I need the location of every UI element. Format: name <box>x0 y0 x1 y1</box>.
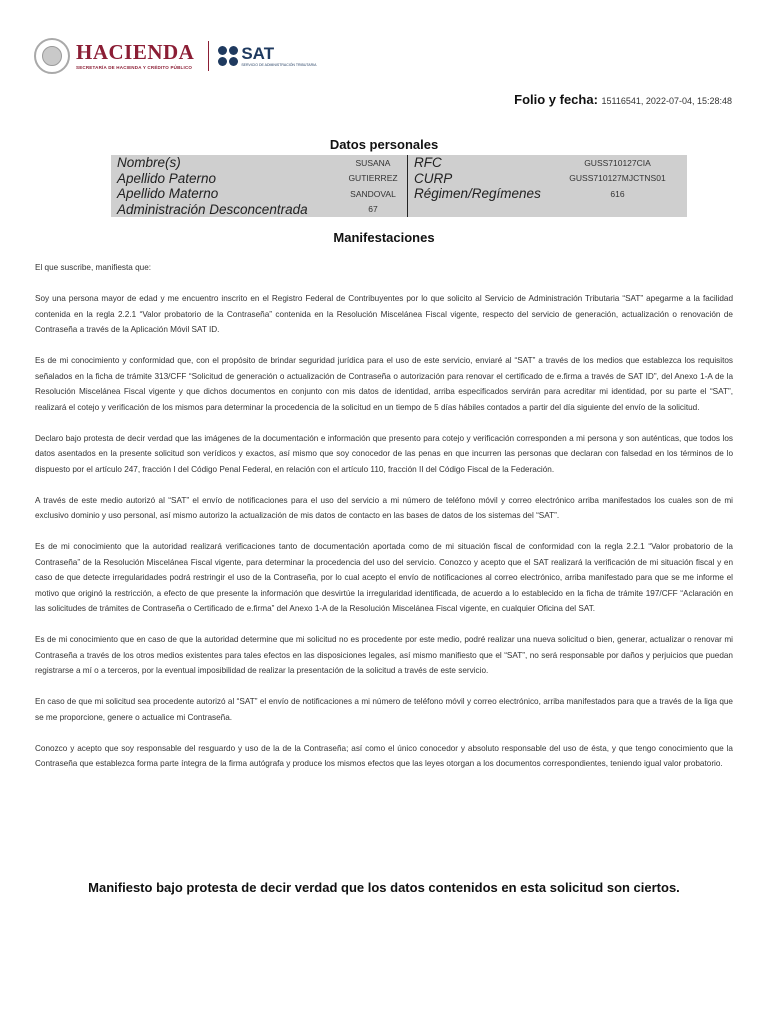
header-logos <box>34 36 316 76</box>
field-label: RFC <box>408 155 549 171</box>
field-value: 67 <box>368 204 378 215</box>
field-value: GUSS710127CIA <box>584 157 651 168</box>
field-label: Apellido Materno <box>117 186 219 202</box>
field-value: SUSANA <box>355 157 391 168</box>
logo-divider <box>208 41 209 71</box>
coat-of-arms-icon <box>34 38 70 74</box>
paragraph: En caso de que mi solicitud sea procedente autorizó al “SAT” el envío de notificaciones a mi número de teléfono móvil y correo electrónico, arriba manifestados para que a través de la liga que se me proporcione, genere o actualice mi Contraseña. <box>35 697 733 722</box>
paragraph: Es de mi conocimiento que en caso de que la autoridad determine que mi solicitud no es procedente por este medio, podré realizar una nueva solicitud o bien, generar, actualizar o renovar mi Contraseña a través de los otros medios existentes para tales efectos en las disposiciones legales, así mismo manifiesto que el “SAT”, no será responsable por daños y perjuicios que puedan registrarse a mí o a terceros, por la eventual imposibilidad de realizar la presentación de la solicitud a través de este servicio. <box>35 635 733 675</box>
table-row <box>111 202 687 218</box>
paragraph: Conozco y acepto que soy responsable del resguardo y uso de la de la Contraseña; así como el único conocedor y absoluto responsable del uso de ésta, y que tengo conocimiento que la Contraseña que establezca forma parte íntegra de la firma autógrafa y produce los mismos efectos que las leyes otorgan a los documentos correspondientes, teniendo igual valor probatorio. <box>35 743 733 768</box>
hacienda-logo <box>76 39 195 71</box>
table-row <box>111 171 687 187</box>
paragraph: Es de mi conocimiento y conformidad que, con el propósito de brindar seguridad jurídica para el uso de este servicio, enviaré al “SAT” a través de los medios que establezca los requisitos señalados en la ficha de trámite 313/CFF “Solicitud de generación o actualización de Contraseña o autorización para renovar el certificado de e.firma a través de SAT ID”, del Anexo 1-A de la Resolución Miscelánea Fiscal vigente y que dichos documentos en conjunto con mis datos de identidad, arriba especificados servirán para acreditar mi identidad, por su parte el “SAT”, realizará el cotejo y verificación de los mismos para determinar la procedencia de la solicitud en un tiempo de 5 días hábiles contados a partir del día siguiente del envío de la solicitud. <box>35 356 733 412</box>
sat-logo <box>241 45 316 68</box>
field-value: SANDOVAL <box>350 188 396 199</box>
manifestaciones-title: Manifestaciones <box>333 230 435 245</box>
sat-logo-subtitle: SERVICIO DE ADMINISTRACIÓN TRIBUTARIA <box>241 62 317 67</box>
field-label: Régimen/Regímenes <box>408 186 549 202</box>
field-label: Nombre(s) <box>117 155 181 171</box>
paragraph: Es de mi conocimiento que la autoridad realizará verificaciones tanto de documentación aportada como de mi situación fiscal de conformidad con la regla 2.2.1 “Valor probatorio de la Contraseña” de la Resolución Miscelánea Fiscal vigente, para determinar la procedencia del uso del servicio. Conozco y acepto que el SAT realizará la verificación de mi situación fiscal y en caso de que detecte irregularidades podrá restringir el uso de la Contraseña, por lo cual acepto el envío de notificaciones al correo electrónico, arriba manifestado para que se me informe el motivo que originó la restricción, a efecto de que presente la información que desvirtúe la irregularidad identificada, de acuerdo a lo establecido en la ficha de trámite 197/CFF “Aclaración en las solicitudes de trámites de Contraseña o Certificado de e.firma” del Anexo 1-A de la Resolución Miscelánea Fiscal vigente, en cualquier Oficina del SAT. <box>35 542 733 613</box>
datos-personales-title: Datos personales <box>329 137 439 152</box>
field-value: GUSS710127MJCTNS01 <box>569 173 666 184</box>
field-label: Administración Desconcentrada <box>117 201 308 217</box>
field-value: GUTIERREZ <box>348 173 398 184</box>
datos-personales-table <box>111 155 687 217</box>
sat-logo-text: SAT <box>241 43 275 63</box>
table-row <box>111 186 687 202</box>
folio-label: Folio y fecha: <box>514 92 598 107</box>
paragraph: A través de este medio autorizó al “SAT” el envío de notificaciones para el uso del servicio a mi número de teléfono móvil y correo electrónico arriba manifestados los cuales son de mi exclusivo dominio y uso personal, así mismo autorizo la actualización de mis datos de contacto en las bases de datos de los sistemas del “SAT”. <box>35 495 733 520</box>
paragraph: El que suscribe, manifiesta que: <box>35 263 152 272</box>
field-label: CURP <box>408 171 549 187</box>
paragraph: Declaro bajo protesta de decir verdad que las imágenes de la documentación e información que presento para cotejo y verificación corresponden a mi persona y son auténticas, que todos los datos asentados en la presente solicitud son verídicos y exactos, así mismo que soy conocedor de las penas en que incurren las personas que declaran con falsedad en los términos de lo dispuesto por el artículo 247, fracción I del Código Penal Federal, en relación con el artículo 110, fracción II del Código Fiscal de la Federación. <box>35 433 733 474</box>
sat-dots-icon <box>218 46 238 66</box>
field-value <box>548 202 687 218</box>
folio-value: 15116541, 2022-07-04, 15:28:48 <box>601 96 732 106</box>
manifestaciones-body <box>35 260 733 787</box>
closing-statement: Manifiesto bajo protesta de decir verdad que los datos contenidos en esta solicitud son ciertos. <box>88 880 680 895</box>
table-row <box>111 155 687 171</box>
field-label <box>408 202 549 218</box>
hacienda-logo-text: HACIENDA <box>76 39 195 64</box>
field-label: Apellido Paterno <box>117 170 217 186</box>
paragraph: Soy una persona mayor de edad y me encuentro inscrito en el Registro Federal de Contribuyentes por lo que solicito al Servicio de Administración Tributaria “SAT” apegarme a la facilidad contenida en la regla 2.2.1 “Valor probatorio de la Contraseña” contenida en la Resolución Miscelánea Fiscal vigente, respecto del servicio de generación, actualización o renovación de Contraseña a través de la Aplicación Móvil SAT ID. <box>35 294 733 334</box>
folio-line <box>514 92 732 107</box>
hacienda-logo-subtitle: SECRETARÍA DE HACIENDA Y CRÉDITO PÚBLICO <box>76 64 193 70</box>
field-value: 616 <box>610 188 625 199</box>
